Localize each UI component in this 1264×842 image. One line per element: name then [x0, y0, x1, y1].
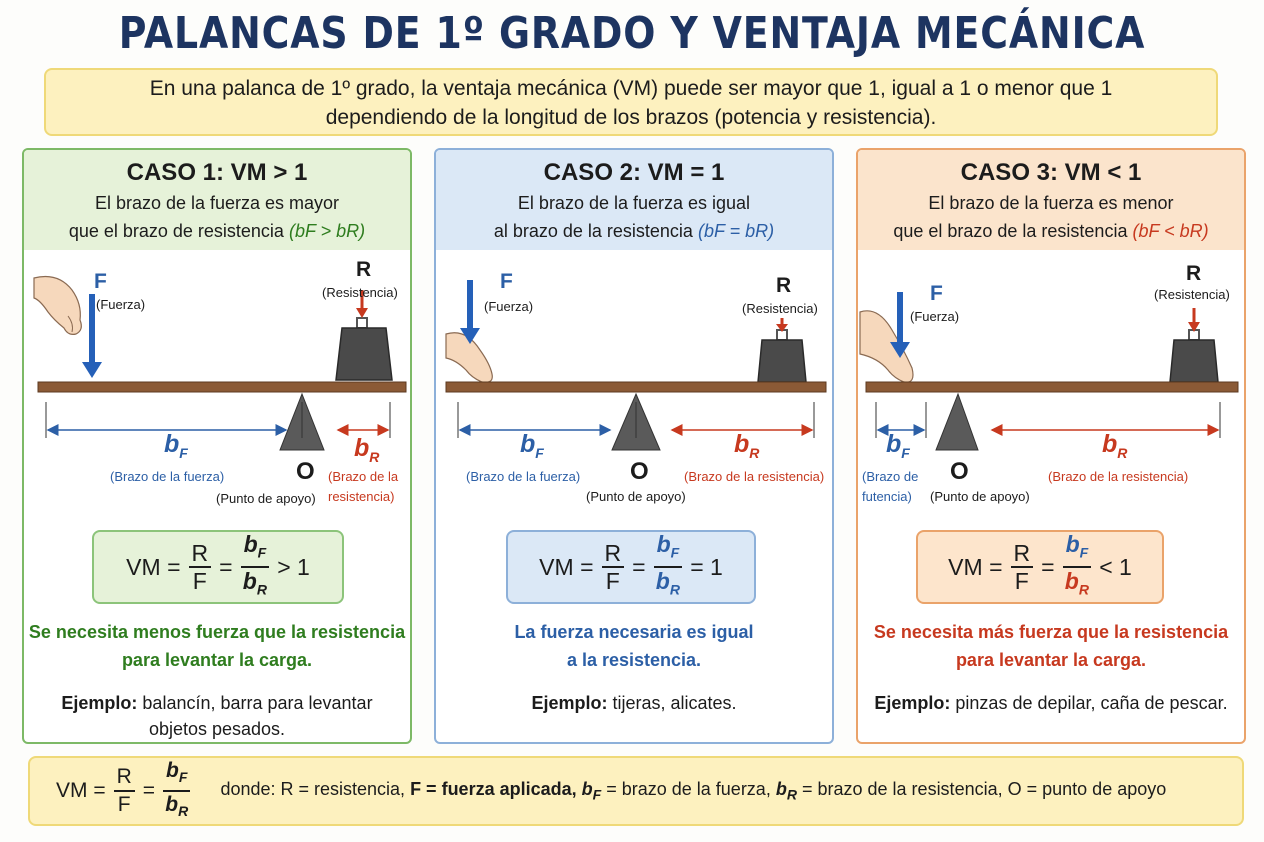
intro-box: [44, 68, 1218, 136]
weight-icon: [1170, 330, 1218, 382]
resistance-label: R: [776, 274, 792, 297]
resistance-caption: (Resistencia): [1154, 287, 1230, 302]
case-1-formula: VM = $\frac{R}{F}$ = $\frac{b_F}{b_R}$ > 1: [92, 530, 344, 604]
bf-label: $b_F$: [886, 430, 910, 461]
case-1-title: CASO 1: VM > 1: [126, 159, 308, 186]
case-1-relation: (bF > bR): [288, 221, 366, 241]
case-3-desc-1: El brazo de la fuerza es menor: [928, 193, 1174, 213]
force-caption: (Fuerza): [484, 299, 534, 314]
case-2-lever-scene: [436, 250, 832, 510]
case-3-panel: [856, 148, 1246, 744]
fulcrum-label: O: [630, 458, 649, 485]
force-caption: (Fuerza): [910, 309, 960, 324]
case-1-desc-2: que el brazo de resistencia (bF > bR): [68, 221, 366, 241]
case-1-lever-scene: [24, 250, 410, 510]
footer-definitions: donde: R = resistencia, F = fuerza aplicada, $b_F$ = brazo de la fuerza, $b_R$ = brazo de la resistencia, O = punto de apoyo: [220, 779, 1167, 803]
weight-icon: [758, 330, 806, 382]
intro-line-1: En una palanca de 1º grado, la ventaja mecánica (VM) puede ser mayor que 1, igual a 1 o menor que 1: [149, 77, 1113, 100]
force-caption: (Fuerza): [96, 297, 146, 312]
case-2-desc-2: al brazo de la resistencia (bF = bR): [493, 221, 775, 241]
bf-label: $b_F$: [164, 430, 188, 461]
case-3-example: Ejemplo: pinzas de depilar, caña de pescar.: [874, 693, 1228, 713]
case-1-header: [24, 150, 410, 250]
bf-caption-1: (Brazo de: [862, 469, 919, 484]
force-label: F: [930, 282, 943, 305]
fulcrum-label: O: [296, 458, 315, 485]
br-caption-2: resistencia): [328, 489, 395, 504]
footer-formula-box: [28, 756, 1244, 826]
resistance-label: R: [356, 258, 372, 281]
bf-caption: (Brazo de la fuerza): [110, 469, 225, 484]
case-3-title: CASO 3: VM < 1: [960, 159, 1142, 186]
br-label: $b_R$: [354, 434, 380, 465]
br-caption-1: (Brazo de la: [328, 469, 399, 484]
bf-caption-2: futencia): [862, 489, 912, 504]
resistance-caption: (Resistencia): [742, 301, 818, 316]
fulcrum: [936, 394, 978, 450]
case-2-formula: VM = $\frac{R}{F}$ = $\frac{b_F}{b_R}$ = 1: [506, 530, 756, 604]
bf-caption: (Brazo de la fuerza): [466, 469, 581, 484]
br-label: $b_R$: [734, 430, 760, 461]
case-3-formula: VM = $\frac{R}{F}$ = $\frac{b_F}{b_R}$ < 1: [916, 530, 1164, 604]
br-caption: (Brazo de la resistencia): [1048, 469, 1189, 484]
case-3-relation: (bF < bR): [1132, 221, 1209, 241]
case-3-desc-2: que el brazo de la resistencia (bF < bR): [893, 221, 1209, 241]
force-label: F: [94, 270, 107, 293]
case-2-panel: [434, 148, 834, 744]
lever-bar: [446, 382, 826, 392]
case-2-title: CASO 2: VM = 1: [543, 159, 725, 186]
br-label: $b_R$: [1102, 430, 1128, 461]
case-3-header: [858, 150, 1244, 250]
case-2-header: [436, 150, 832, 250]
footer-formula: VM = $\frac{R}{F}$ = $\frac{b_F}{b_R}$: [56, 758, 198, 824]
resistance-label: R: [1186, 262, 1202, 285]
case-3-lever-scene: [858, 250, 1244, 510]
case-1-panel: [22, 148, 412, 744]
resistance-caption: (Resistencia): [322, 285, 398, 300]
case-2-example: Ejemplo: tijeras, alicates.: [531, 693, 737, 713]
force-label: F: [500, 270, 513, 293]
lever-bar: [38, 382, 406, 392]
fulcrum-label: O: [950, 458, 969, 485]
case-1-conclusion: Se necesita menos fuerza que la resistencia para levantar la carga.: [28, 622, 406, 670]
case-1-example: Ejemplo: balancín, barra para levantar objetos pesados.: [61, 693, 373, 739]
lever-bar: [866, 382, 1238, 392]
hand-icon: [34, 277, 81, 335]
weight-icon: [336, 318, 392, 380]
bf-label: $b_F$: [520, 430, 544, 461]
br-caption: (Brazo de la resistencia): [684, 469, 825, 484]
case-1-desc-1: El brazo de la fuerza es mayor: [94, 193, 340, 213]
case-2-relation: (bF = bR): [697, 221, 775, 241]
intro-line-2: dependiendo de la longitud de los brazos (potencia y resistencia).: [325, 106, 937, 129]
fulcrum-caption: (Punto de apoyo): [216, 491, 316, 506]
fulcrum-caption: (Punto de apoyo): [586, 489, 686, 504]
page-title: PALANCAS DE 1º GRADO Y VENTAJA MECÁNICA: [118, 8, 1146, 59]
case-3-conclusion: Se necesita más fuerza que la resistencia para levantar la carga.: [873, 622, 1229, 670]
case-2-conclusion: La fuerza necesaria es igual a la resistencia.: [514, 622, 754, 670]
case-2-desc-1: El brazo de la fuerza es igual: [517, 193, 751, 213]
fulcrum-caption: (Punto de apoyo): [930, 489, 1030, 504]
